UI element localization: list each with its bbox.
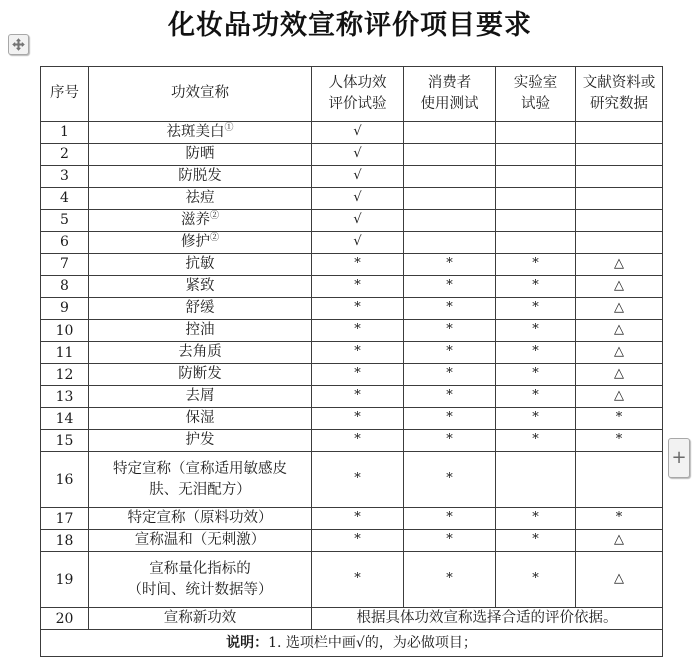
header-label-line1: 消费者 xyxy=(427,74,472,91)
row-index-cell: 5 xyxy=(41,210,89,232)
table-row xyxy=(41,386,663,408)
mark-cell-human-trial: * xyxy=(312,508,404,530)
row-index-cell: 20 xyxy=(41,608,89,630)
table-row xyxy=(41,530,663,552)
table-row xyxy=(41,342,663,364)
mark-cell-human-trial: * xyxy=(312,320,404,342)
row-index-cell: 7 xyxy=(41,254,89,276)
mark-cell-lab-test: * xyxy=(496,254,576,276)
mark-cell-consumer-test: * xyxy=(404,320,496,342)
mark-cell-lab-test: * xyxy=(496,508,576,530)
row-index-cell: 8 xyxy=(41,276,89,298)
mark-cell-literature xyxy=(576,452,663,508)
claim-name-cell xyxy=(89,530,312,552)
header-cell-lab-test xyxy=(496,67,576,122)
footnote-cell xyxy=(41,630,663,657)
claim-name-text: 特定宣称（原料功效） xyxy=(127,510,273,527)
claim-name-cell xyxy=(89,452,312,508)
row-index-cell: 2 xyxy=(41,144,89,166)
table-row xyxy=(41,430,663,452)
mark-cell-consumer-test: * xyxy=(404,342,496,364)
claim-name-cell xyxy=(89,608,312,630)
claim-name-cell xyxy=(89,144,312,166)
mark-cell-lab-test: * xyxy=(496,320,576,342)
claim-name-cell xyxy=(89,386,312,408)
efficacy-claim-requirements-table xyxy=(40,66,663,657)
mark-cell-literature xyxy=(576,122,663,144)
claim-name-cell xyxy=(89,408,312,430)
mark-cell-literature: △ xyxy=(576,276,663,298)
mark-cell-literature: * xyxy=(576,508,663,530)
footnote-marker: ② xyxy=(209,211,219,222)
table-row xyxy=(41,552,663,608)
merged-evaluation-note-cell: 根据具体功效宣称选择合适的评价依据。 xyxy=(312,608,663,630)
claim-name-text: 去屑 xyxy=(185,388,215,405)
table-row xyxy=(41,232,663,254)
mark-cell-literature: △ xyxy=(576,364,663,386)
claim-name-text: 修护 xyxy=(180,234,210,251)
header-cell-literature xyxy=(576,67,663,122)
mark-cell-consumer-test: * xyxy=(404,298,496,320)
mark-cell-literature xyxy=(576,210,663,232)
mark-cell-lab-test: * xyxy=(496,386,576,408)
mark-cell-human-trial: √ xyxy=(312,188,404,210)
table-body xyxy=(41,122,663,657)
mark-cell-consumer-test: * xyxy=(404,430,496,452)
table-row xyxy=(41,320,663,342)
table-row xyxy=(41,122,663,144)
claim-name-text: 护发 xyxy=(185,432,215,449)
header-cell-no xyxy=(41,67,89,122)
mark-cell-consumer-test: * xyxy=(404,276,496,298)
mark-cell-human-trial: * xyxy=(312,408,404,430)
header-label-line1: 实验室 xyxy=(513,74,558,91)
claim-name-text: 祛痘 xyxy=(185,190,215,207)
table-row xyxy=(41,298,663,320)
mark-cell-consumer-test xyxy=(404,232,496,254)
footnote-marker: ② xyxy=(209,233,219,244)
row-index-cell: 17 xyxy=(41,508,89,530)
mark-cell-literature xyxy=(576,166,663,188)
header-label: 序号 xyxy=(50,85,79,102)
mark-cell-literature: △ xyxy=(576,386,663,408)
header-cell-claim xyxy=(89,67,312,122)
table-row xyxy=(41,276,663,298)
header-cell-consumer-test xyxy=(404,67,496,122)
mark-cell-human-trial: √ xyxy=(312,122,404,144)
mark-cell-human-trial: * xyxy=(312,530,404,552)
table-row xyxy=(41,364,663,386)
claim-name-text: 祛斑美白 xyxy=(166,124,225,140)
claim-name-cell xyxy=(89,276,312,298)
mark-cell-consumer-test: * xyxy=(404,364,496,386)
mark-cell-human-trial: * xyxy=(312,452,404,508)
header-label-line2: 评价试验 xyxy=(328,96,387,112)
mark-cell-lab-test: * xyxy=(496,276,576,298)
mark-cell-consumer-test xyxy=(404,188,496,210)
mark-cell-lab-test xyxy=(496,122,576,144)
claim-name-text: 去角质 xyxy=(178,344,222,361)
claim-name-text: 抗敏 xyxy=(185,256,215,273)
move-arrows-icon xyxy=(12,38,25,51)
claim-name-text: 宣称温和（无刺激） xyxy=(134,532,266,549)
table-footnote-row xyxy=(41,630,663,657)
header-label-line1: 人体功效 xyxy=(328,74,387,91)
claim-name-cell xyxy=(89,298,312,320)
header-label-line2: 试验 xyxy=(521,96,550,112)
claim-name-text: 保湿 xyxy=(185,410,215,427)
row-index-cell: 6 xyxy=(41,232,89,254)
claim-name-text: 防脱发 xyxy=(178,168,222,185)
claim-name-cell xyxy=(89,552,312,608)
claim-name-cell xyxy=(89,364,312,386)
row-index-cell: 19 xyxy=(41,552,89,608)
mark-cell-literature: △ xyxy=(576,320,663,342)
mark-cell-lab-test xyxy=(496,166,576,188)
mark-cell-literature: △ xyxy=(576,552,663,608)
row-index-cell: 10 xyxy=(41,320,89,342)
claim-name-text: 防断发 xyxy=(178,366,222,383)
mark-cell-lab-test: * xyxy=(496,342,576,364)
mark-cell-human-trial: * xyxy=(312,298,404,320)
table-add-row-handle[interactable] xyxy=(668,438,690,478)
mark-cell-lab-test xyxy=(496,210,576,232)
row-index-cell: 12 xyxy=(41,364,89,386)
mark-cell-consumer-test xyxy=(404,144,496,166)
table-row xyxy=(41,144,663,166)
table-row xyxy=(41,508,663,530)
plus-icon: + xyxy=(671,447,687,468)
claim-name-line: 宣称量化指标的 xyxy=(149,560,251,577)
mark-cell-lab-test xyxy=(496,232,576,254)
table-header xyxy=(41,67,663,122)
mark-cell-consumer-test xyxy=(404,166,496,188)
mark-cell-consumer-test xyxy=(404,210,496,232)
row-index-cell: 16 xyxy=(41,452,89,508)
claim-name-line: 特定宣称（宣称适用敏感皮 xyxy=(113,460,287,477)
row-index-cell: 11 xyxy=(41,342,89,364)
mark-cell-literature xyxy=(576,188,663,210)
header-cell-human-trial xyxy=(312,67,404,122)
table-row xyxy=(41,166,663,188)
claim-name-cell xyxy=(89,232,312,254)
mark-cell-human-trial: * xyxy=(312,430,404,452)
mark-cell-human-trial: √ xyxy=(312,232,404,254)
mark-cell-literature: △ xyxy=(576,530,663,552)
claim-name-cell xyxy=(89,122,312,144)
page-title: 化妆品功效宣称评价项目要求 xyxy=(168,10,532,41)
mark-cell-consumer-test: * xyxy=(404,254,496,276)
mark-cell-lab-test xyxy=(496,188,576,210)
claim-name-text: 控油 xyxy=(185,322,215,339)
claim-name-cell xyxy=(89,166,312,188)
claim-name-text: 宣称新功效 xyxy=(163,610,237,627)
header-label: 功效宣称 xyxy=(171,85,229,102)
claim-name-text: 舒缓 xyxy=(185,300,215,317)
mark-cell-literature: △ xyxy=(576,254,663,276)
header-label-line2: 使用测试 xyxy=(420,96,479,112)
mark-cell-literature: △ xyxy=(576,342,663,364)
mark-cell-lab-test: * xyxy=(496,298,576,320)
mark-cell-human-trial: * xyxy=(312,386,404,408)
mark-cell-lab-test: * xyxy=(496,530,576,552)
header-label-line1: 文献资料或 xyxy=(582,74,656,91)
mark-cell-lab-test xyxy=(496,144,576,166)
footnote-prefix: 说明： xyxy=(226,635,269,652)
mark-cell-lab-test: * xyxy=(496,430,576,452)
mark-cell-consumer-test xyxy=(404,122,496,144)
mark-cell-consumer-test: * xyxy=(404,552,496,608)
mark-cell-lab-test: * xyxy=(496,552,576,608)
claim-name-cell xyxy=(89,210,312,232)
mark-cell-lab-test: * xyxy=(496,364,576,386)
claim-name-line: （时间、统计数据等） xyxy=(127,581,273,598)
mark-cell-literature: * xyxy=(576,430,663,452)
table-row xyxy=(41,188,663,210)
mark-cell-human-trial: √ xyxy=(312,166,404,188)
mark-cell-lab-test: * xyxy=(496,408,576,430)
mark-cell-literature xyxy=(576,144,663,166)
row-index-cell: 18 xyxy=(41,530,89,552)
row-index-cell: 13 xyxy=(41,386,89,408)
claim-name-cell xyxy=(89,320,312,342)
row-index-cell: 14 xyxy=(41,408,89,430)
mark-cell-lab-test xyxy=(496,452,576,508)
mark-cell-human-trial: √ xyxy=(312,210,404,232)
table-header-row xyxy=(41,67,663,122)
mark-cell-human-trial: √ xyxy=(312,144,404,166)
row-index-cell: 15 xyxy=(41,430,89,452)
claim-name-cell xyxy=(89,508,312,530)
header-label-line2: 研究数据 xyxy=(590,96,648,112)
mark-cell-literature xyxy=(576,232,663,254)
mark-cell-literature: △ xyxy=(576,298,663,320)
claim-name-cell xyxy=(89,430,312,452)
footnote-text: 1. 选项栏中画√的，为必做项目； xyxy=(268,635,477,652)
mark-cell-literature: * xyxy=(576,408,663,430)
mark-cell-consumer-test: * xyxy=(404,508,496,530)
claim-name-text: 防晒 xyxy=(185,146,215,163)
row-index-cell: 1 xyxy=(41,122,89,144)
claim-name-text: 紧致 xyxy=(185,278,215,295)
table-move-handle[interactable] xyxy=(8,34,29,55)
table-row xyxy=(41,608,663,630)
claim-name-cell xyxy=(89,188,312,210)
mark-cell-consumer-test: * xyxy=(404,452,496,508)
row-index-cell: 3 xyxy=(41,166,89,188)
mark-cell-human-trial: * xyxy=(312,276,404,298)
mark-cell-human-trial: * xyxy=(312,254,404,276)
row-index-cell: 9 xyxy=(41,298,89,320)
table-row xyxy=(41,210,663,232)
mark-cell-human-trial: * xyxy=(312,552,404,608)
claim-name-cell xyxy=(89,254,312,276)
mark-cell-consumer-test: * xyxy=(404,386,496,408)
mark-cell-consumer-test: * xyxy=(404,530,496,552)
mark-cell-human-trial: * xyxy=(312,342,404,364)
table-row xyxy=(41,408,663,430)
footnote-marker: ① xyxy=(224,123,234,134)
claim-name-text: 滋养 xyxy=(180,212,210,229)
row-index-cell: 4 xyxy=(41,188,89,210)
table-row xyxy=(41,254,663,276)
mark-cell-human-trial: * xyxy=(312,364,404,386)
table-row xyxy=(41,452,663,508)
claim-name-cell xyxy=(89,342,312,364)
mark-cell-consumer-test: * xyxy=(404,408,496,430)
claim-name-line: 肤、无泪配方） xyxy=(149,481,251,498)
